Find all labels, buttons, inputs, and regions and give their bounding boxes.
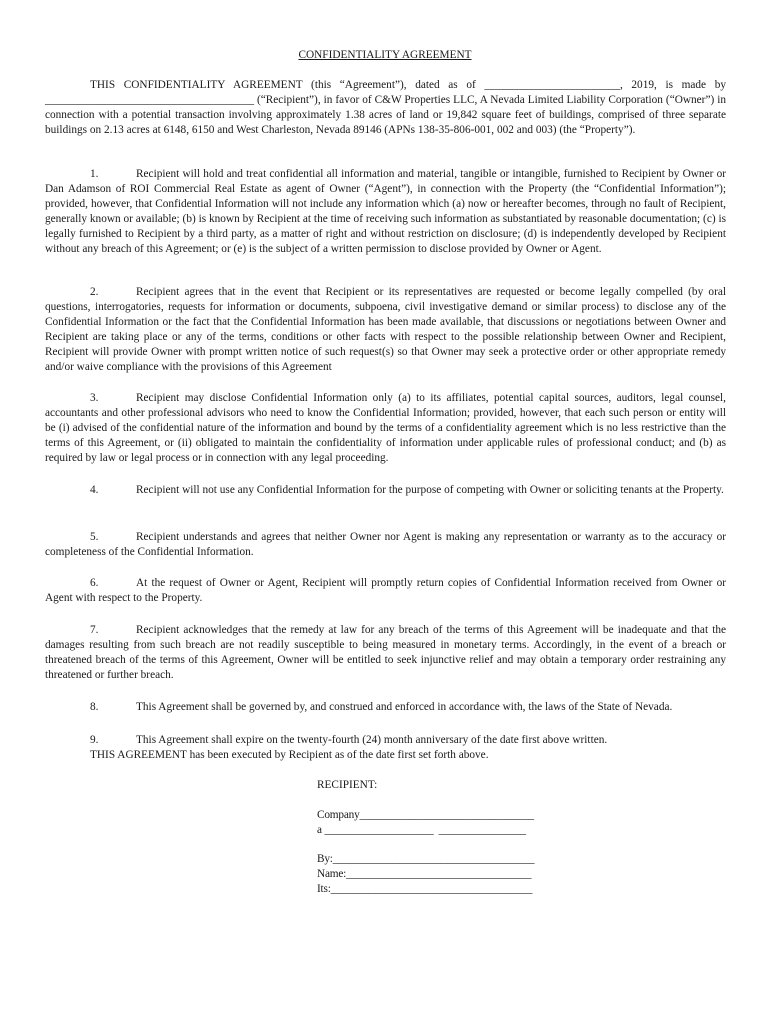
entity-type-line: a ____________________ ________________ bbox=[317, 824, 526, 836]
section-8 bbox=[45, 700, 726, 715]
section-1 bbox=[45, 167, 726, 257]
section-number: 4. bbox=[90, 484, 99, 496]
section-number: 9. bbox=[90, 734, 99, 746]
section-text: At the request of Owner or Agent, Recipient will promptly return copies of Confidential Information received from Owner or Agent with respect to the Property. bbox=[45, 577, 726, 604]
intro-paragraph: THIS CONFIDENTIALITY AGREEMENT (this “Agreement”), dated as of ________________________, 2019, is made by _____________________________________ (“Recipient”), in favor of C&W Properties LLC, A Nevada Limited Liability Corporation (“Owner”) in connection with a potential transaction involving approximately 1.38 acres of land or 19,842 square feet of buildings, comprised of three separate buildings on 2.13 acres at 6148, 6150 and West Charleston, Nevada 89146 (APNs 138-35-806-001, 002 and 003) (the “Property”). bbox=[45, 79, 726, 136]
section-number: 2. bbox=[90, 286, 99, 298]
section-5 bbox=[45, 530, 726, 560]
section-number: 8. bbox=[90, 701, 99, 713]
name-line: Name:__________________________________ bbox=[317, 868, 532, 880]
section-number: 5. bbox=[90, 531, 99, 543]
section-text: Recipient acknowledges that the remedy at law for any breach of the terms of this Agreement will be inadequate and that the damages resulting from such breach are not readily susceptible to being measured in monetary terms. Accordingly, in the event of a breach or threatened breach of the terms of this Agreement, Owner will be entitled to seek injunctive relief and may obtain a temporary order restraining any threatened or further breach. bbox=[45, 624, 726, 681]
by-signature-line: By:_____________________________________ bbox=[317, 853, 535, 865]
section-2 bbox=[45, 285, 726, 375]
section-3 bbox=[45, 391, 726, 466]
document-title: CONFIDENTIALITY AGREEMENT bbox=[298, 49, 472, 61]
section-9 bbox=[45, 733, 726, 748]
section-number: 3. bbox=[90, 392, 99, 404]
section-text: This Agreement shall expire on the twenty-fourth (24) month anniversary of the date first above written. bbox=[136, 734, 608, 746]
its-title-line: Its:_____________________________________ bbox=[317, 883, 533, 895]
section-6 bbox=[45, 576, 726, 606]
section-text: Recipient agrees that in the event that Recipient or its representatives are requested or become legally compelled (by oral questions, interrogatories, requests for information or documents, subpoena, civil investigative demand or similar process) to disclose any of the Confidential Information or the fact that the Confidential Information has been made available, that discussions or negotiations between Owner and Recipient are taking place or any of the terms, conditions or other facts with respect to the possible relationship between Owner and Recipient, Recipient will provide Owner with prompt written notice of such request(s) so that Owner may seek a protective order or other appropriate remedy and/or waive compliance with the provisions of this Agreement bbox=[45, 286, 726, 373]
section-number: 1. bbox=[90, 168, 99, 180]
recipient-heading: RECIPIENT: bbox=[317, 779, 378, 791]
section-7 bbox=[45, 623, 726, 683]
section-number: 7. bbox=[90, 624, 99, 636]
section-text: Recipient will hold and treat confidential all information and material, tangible or intangible, furnished to Recipient by Owner or Dan Adamson of ROI Commercial Real Estate as agent of Owner (“Agent”), in connection with the Property (the “Confidential Information”); provided, however, that Confidential Information will not include any information which (a) now or hereafter becomes, through no fault of Recipient, generally known or available; (b) is known by Recipient at the time of receiving such information as substantiated by reasonable documentation; (c) is legally furnished to Recipient by a third party, as a matter of right and without restriction on disclosure; (d) is independently developed by Recipient without any breach of this Agreement; or (e) is the subject of a written permission to disclose provided by Owner or Agent. bbox=[45, 168, 726, 255]
section-text: This Agreement shall be governed by, and construed and enforced in accordance with, the laws of the State of Nevada. bbox=[136, 701, 673, 713]
closing-statement: THIS AGREEMENT has been executed by Recipient as of the date first set forth above. bbox=[90, 749, 489, 761]
section-text: Recipient may disclose Confidential Information only (a) to its affiliates, potential capital sources, auditors, legal counsel, accountants and other professional advisors who need to know the Confidential Information; provided, however, that each such person or entity will be (i) advised of the confidential nature of the information and bound by the terms of a confidentiality agreement which is no less restrictive than the terms of this Agreement, or (ii) obligated to maintain the confidentiality of information under applicable rules of professional conduct; and (b) as required by law or legal process or in connection with any legal proceeding. bbox=[45, 392, 726, 464]
section-4 bbox=[45, 483, 726, 498]
section-text: Recipient understands and agrees that neither Owner nor Agent is making any representation or warranty as to the accuracy or completeness of the Confidential Information. bbox=[45, 531, 726, 558]
section-text: Recipient will not use any Confidential Information for the purpose of competing with Owner or soliciting tenants at the Property. bbox=[136, 484, 724, 496]
company-line: Company________________________________ bbox=[317, 809, 534, 821]
section-number: 6. bbox=[90, 577, 99, 589]
